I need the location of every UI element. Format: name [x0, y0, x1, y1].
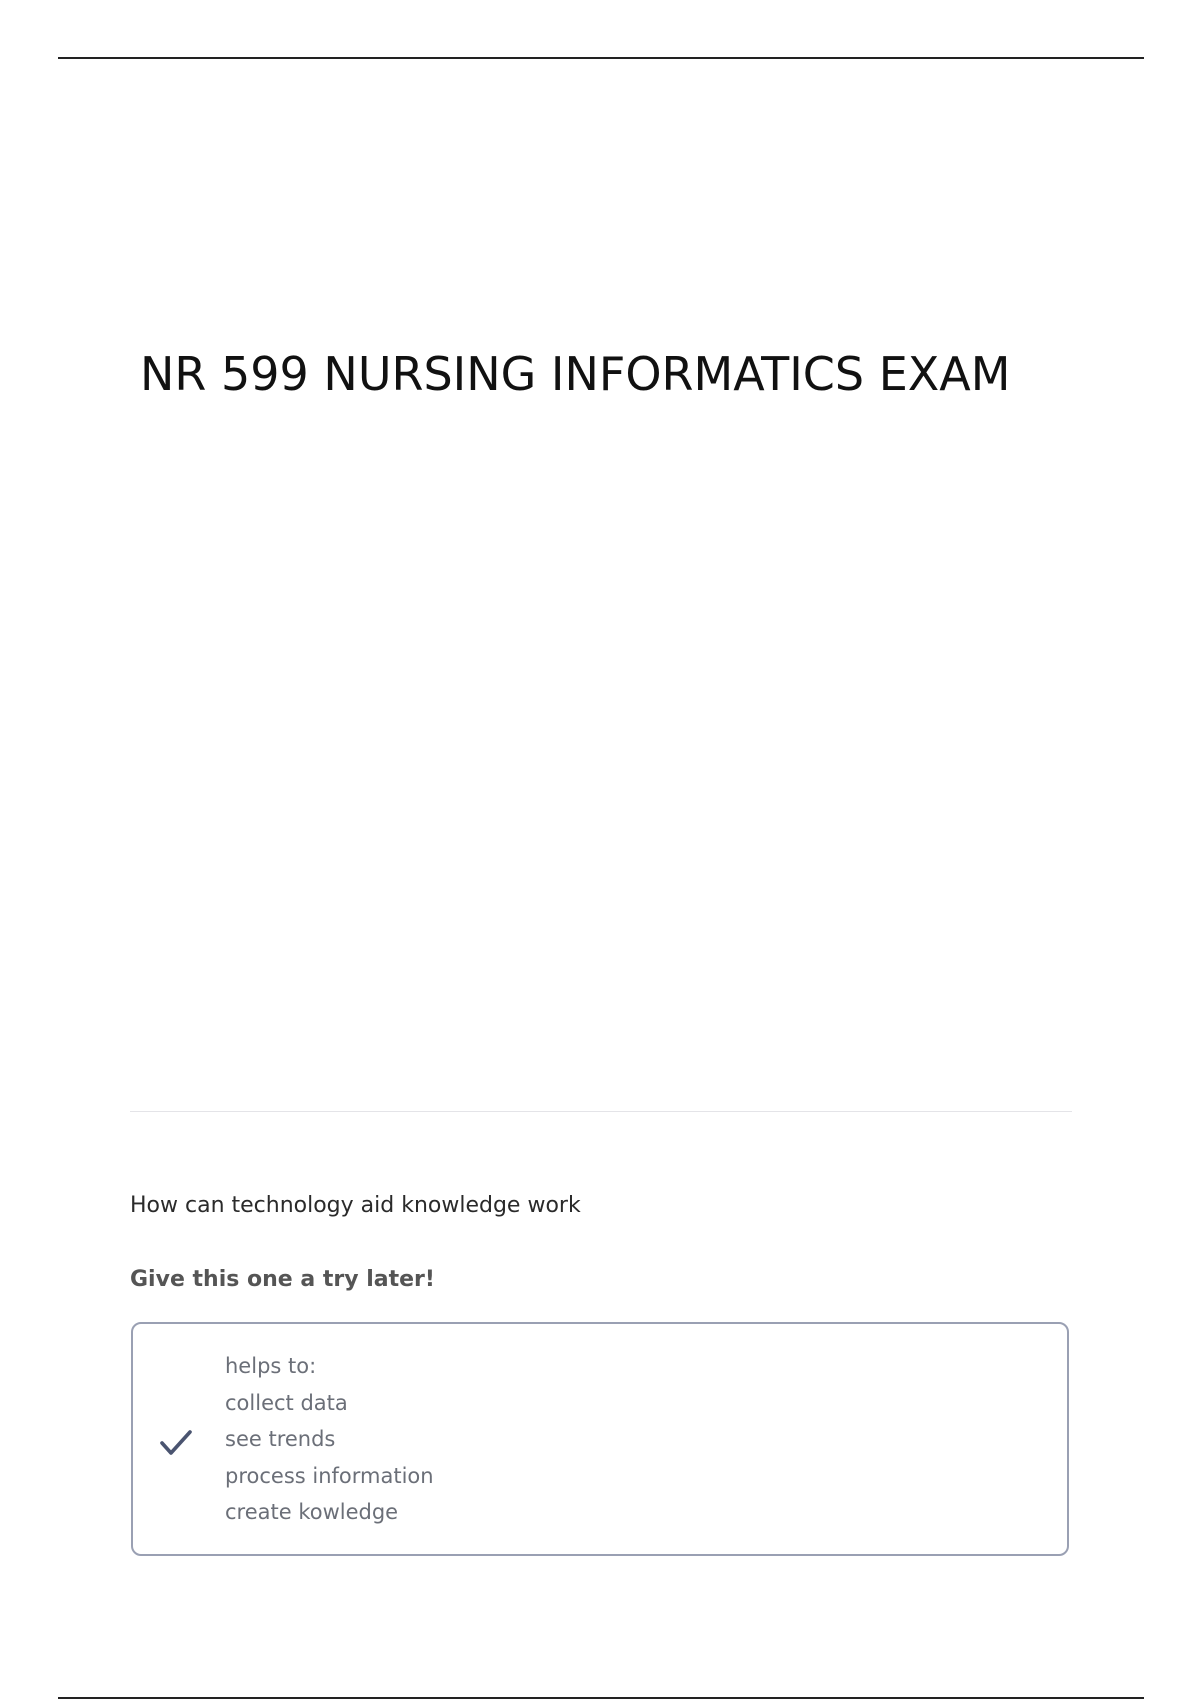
answer-line: see trends: [225, 1427, 336, 1451]
document-title: NR 599 NURSING INFORMATICS EXAM: [140, 347, 1011, 401]
checkmark-icon: [159, 1428, 193, 1458]
header-rule: [58, 57, 1144, 59]
flashcard-question: How can technology aid knowledge work: [130, 1193, 581, 1218]
footer-rule: [58, 1697, 1144, 1699]
answer-line: helps to:: [225, 1354, 317, 1378]
answer-list: [225, 1348, 434, 1531]
answer-card: [131, 1322, 1069, 1556]
answer-line: process information: [225, 1463, 434, 1488]
answer-line: create kowledge: [225, 1500, 399, 1524]
section-divider: [130, 1111, 1072, 1112]
answer-line: collect data: [225, 1390, 348, 1415]
try-later-note: Give this one a try later!: [130, 1267, 435, 1292]
